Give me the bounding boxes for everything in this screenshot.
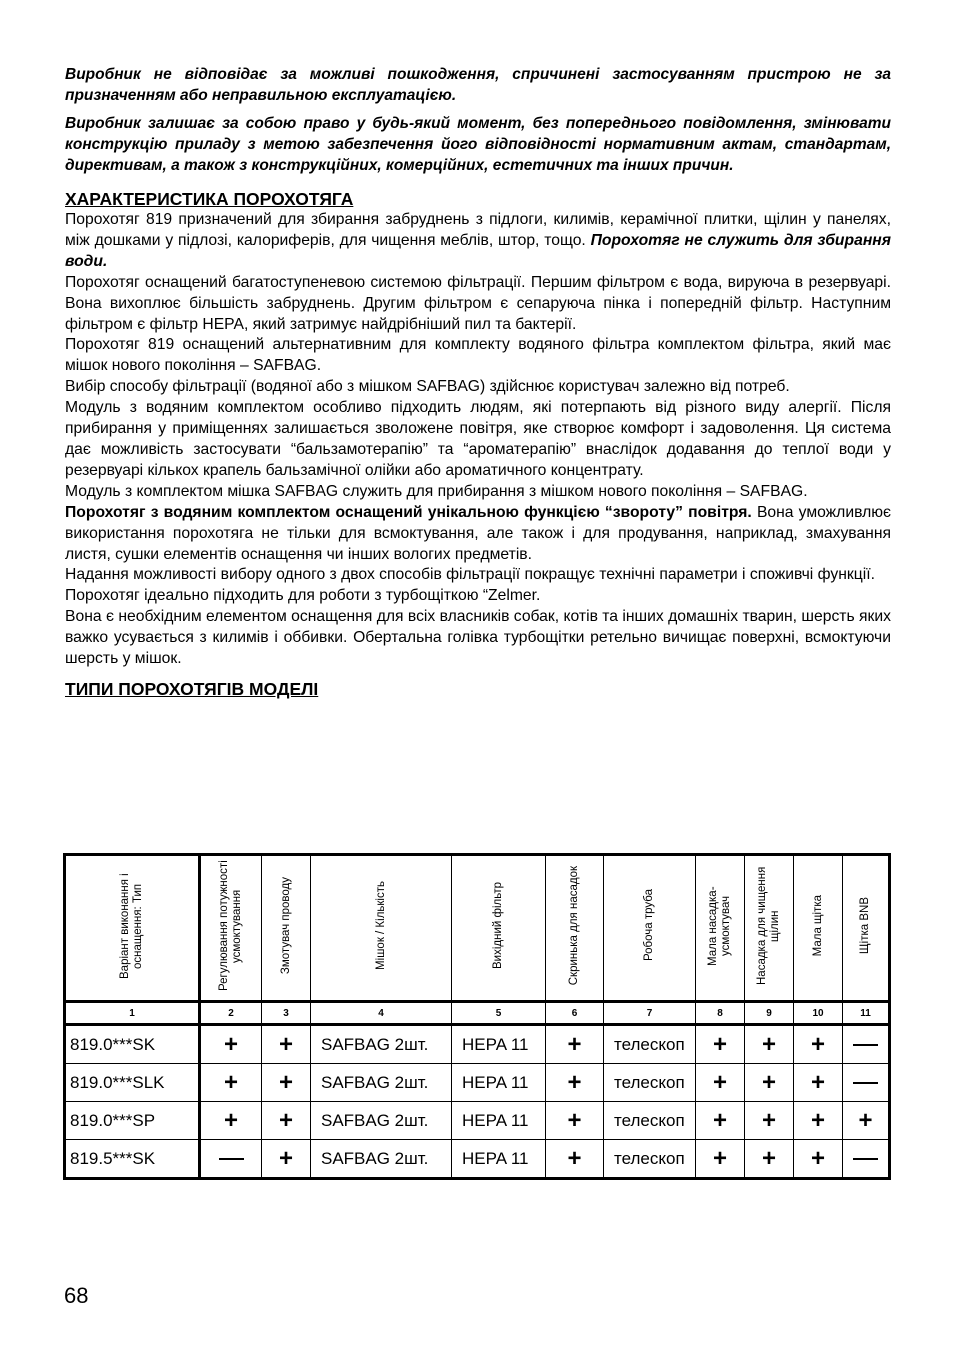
table-cell bbox=[546, 1025, 604, 1064]
header-power: Регулювання потужності усмоктування bbox=[218, 860, 243, 991]
table-cell bbox=[745, 1102, 794, 1140]
plus-mark: + bbox=[810, 1144, 825, 1172]
plus-mark: + bbox=[761, 1068, 776, 1096]
plus-mark: + bbox=[712, 1106, 727, 1134]
table-cell bbox=[262, 1064, 311, 1102]
table-cell bbox=[745, 1025, 794, 1064]
header-cell bbox=[262, 855, 311, 1002]
header-cell bbox=[200, 855, 262, 1002]
table-cell bbox=[843, 1025, 890, 1064]
plus-mark: + bbox=[278, 1106, 293, 1134]
page-content bbox=[65, 64, 891, 700]
section-title-characteristics: ХАРАКТЕРИСТИКА ПОРОХОТЯГА bbox=[65, 189, 354, 209]
table-cell: SAFBAG 2шт. bbox=[311, 1140, 452, 1179]
table-cell bbox=[696, 1140, 745, 1179]
table-cell: телескоп bbox=[604, 1102, 696, 1140]
models-table bbox=[63, 853, 891, 1180]
paragraph-alternative: Порохотяг 819 оснащений альтернативним для комплекту водяного фільтра комплектом фільтра, який має мішок нового покоління – SAFBAG. bbox=[65, 336, 891, 375]
no-water-notice: Порохотяг не служить для збирання води. bbox=[65, 231, 892, 270]
header-type: Варіант виконання і оснащення: Тип bbox=[119, 872, 144, 979]
header-cell bbox=[65, 855, 200, 1002]
table-cell bbox=[200, 1140, 262, 1179]
table-cell: 819.0***SLK bbox=[65, 1064, 200, 1102]
header-cell bbox=[745, 855, 794, 1002]
plus-mark: + bbox=[278, 1068, 293, 1096]
table-cell bbox=[843, 1140, 890, 1179]
warning-liability: Виробник не відповідає за можливі пошкодження, спричинені застосуванням пристрою не за призначенням або неправильною експлуатацією. bbox=[65, 66, 891, 104]
plus-mark: + bbox=[810, 1106, 825, 1134]
header-cell bbox=[546, 855, 604, 1002]
header-cell bbox=[311, 855, 452, 1002]
header-small-nozzle: Мала насадка-усмоктувач bbox=[707, 885, 732, 966]
table-cell: HEPA 11 bbox=[452, 1025, 546, 1064]
table-cell: HEPA 11 bbox=[452, 1102, 546, 1140]
header-cell bbox=[604, 855, 696, 1002]
table-cell bbox=[843, 1064, 890, 1102]
table-cell bbox=[262, 1140, 311, 1179]
table-cell bbox=[745, 1140, 794, 1179]
header-small-brush: Мала щітка bbox=[811, 894, 824, 957]
table-number-row bbox=[65, 1002, 890, 1025]
table-cell bbox=[745, 1064, 794, 1102]
table-cell bbox=[843, 1102, 890, 1140]
table-cell: 819.0***SP bbox=[65, 1102, 200, 1140]
header-filter: Вихідний фільтр bbox=[492, 882, 504, 969]
table-cell: телескоп bbox=[604, 1064, 696, 1102]
column-number: 6 bbox=[546, 1002, 604, 1025]
table-cell: 819.5***SK bbox=[65, 1140, 200, 1179]
header-box: Скринька для насадок bbox=[568, 865, 580, 986]
table-cell: HEPA 11 bbox=[452, 1140, 546, 1179]
plus-mark: + bbox=[567, 1068, 582, 1096]
paragraph-water-module: Модуль з водяним комплектом особливо підходить людям, які потерпають від різного виду алергії. Після прибирання у приміщеннях залишається зволожене повітря, яке створює комфорт і задоволення. Ця система дає можливість застосувати “бальзамотерапію” та “ароматерапію” внаслідок додавання до теплої води у резервуарі кількох крапель бальзамічної олійки або ароматичного концентрату. bbox=[65, 399, 891, 479]
table-cell bbox=[262, 1102, 311, 1140]
plus-mark: + bbox=[223, 1068, 238, 1096]
column-number: 2 bbox=[200, 1002, 262, 1025]
plus-mark: + bbox=[810, 1068, 825, 1096]
table-cell bbox=[200, 1102, 262, 1140]
column-number: 4 bbox=[311, 1002, 452, 1025]
plus-mark: + bbox=[761, 1030, 776, 1058]
table-cell bbox=[794, 1064, 843, 1102]
header-bnb-brush: Щітка BNB bbox=[859, 896, 871, 955]
dash-mark bbox=[853, 1044, 878, 1046]
header-cell bbox=[794, 855, 843, 1002]
table-cell bbox=[546, 1102, 604, 1140]
table-cell: SAFBAG 2шт. bbox=[311, 1064, 452, 1102]
table-cell: SAFBAG 2шт. bbox=[311, 1102, 452, 1140]
table-cell bbox=[794, 1025, 843, 1064]
dash-mark bbox=[219, 1158, 244, 1160]
table-cell: 819.0***SK bbox=[65, 1025, 200, 1064]
section-title-types: ТИПИ ПОРОХОТЯГІВ МОДЕЛІ bbox=[65, 678, 319, 699]
paragraph-filtration: Порохотяг оснащений багатоступеневою системою фільтрації. Першим фільтром є вода, вируюча в резервуарі. Вона вихоплює більшість забруднень. Другим фільтром є сепаруюча пінка і попередній фільтр. Наступним фільтром є фільтр HEPA, який затримує найдрібніший пил та бактерії. bbox=[65, 273, 891, 333]
table-cell bbox=[794, 1140, 843, 1179]
plus-mark: + bbox=[810, 1030, 825, 1058]
header-crevice-nozzle: Насадка для чищення щілин bbox=[756, 866, 781, 985]
table-cell bbox=[200, 1064, 262, 1102]
column-number: 7 bbox=[604, 1002, 696, 1025]
paragraph-purpose-text: Порохотяг 819 призначений для збирання забруднень з підлоги, килимів, керамічної плитки, щілин у панелях, між дошками у підлозі, калориферів, для чищення меблів, штор, тощо. bbox=[65, 211, 891, 249]
plus-mark: + bbox=[712, 1030, 727, 1058]
column-number: 1 bbox=[65, 1002, 200, 1025]
warning-changes: Виробник залишає за собою право у будь-який момент, без попереднього повідомлення, змінювати конструкцію приладу з метою забезпечення його відповідності нормативним актам, стандартам, директивам, а також з конструкційних, комерційних, естетичних та інших причин. bbox=[65, 115, 891, 174]
plus-mark: + bbox=[567, 1030, 582, 1058]
table-body bbox=[65, 1025, 890, 1179]
header-cell bbox=[452, 855, 546, 1002]
page-number: 68 bbox=[64, 1283, 89, 1308]
table-cell bbox=[696, 1064, 745, 1102]
table-cell bbox=[546, 1064, 604, 1102]
table-row bbox=[65, 1140, 890, 1179]
paragraph-turbobrush: Порохотяг ідеально підходить для роботи з турбощіткою “Zelmer. bbox=[65, 587, 541, 605]
column-number: 10 bbox=[794, 1002, 843, 1025]
plus-mark: + bbox=[761, 1144, 776, 1172]
reverse-air-text: Вона уможливлює використання порохотяга не тільки для всмоктування, але також і для продування, наприклад, змахування листя, сушки елементів оснащення чи інших вологих предметів. bbox=[65, 503, 891, 563]
paragraph-purpose bbox=[65, 210, 891, 273]
paragraph-reverse-air bbox=[65, 503, 891, 566]
dash-mark bbox=[853, 1082, 878, 1084]
table-cell bbox=[696, 1102, 745, 1140]
paragraph-safbag-module: Модуль з комплектом мішка SAFBAG служить для прибирання з мішком нового покоління – SAFBAG. bbox=[65, 482, 808, 500]
reverse-air-bold: Порохотяг з водяним комплектом оснащений унікальною функцією “звороту” повітря. bbox=[65, 503, 752, 521]
dash-mark bbox=[853, 1158, 878, 1160]
column-number: 3 bbox=[262, 1002, 311, 1025]
plus-mark: + bbox=[278, 1144, 293, 1172]
header-cell bbox=[696, 855, 745, 1002]
table-row bbox=[65, 1025, 890, 1064]
plus-mark: + bbox=[567, 1106, 582, 1134]
column-number: 11 bbox=[843, 1002, 890, 1025]
paragraph-improvement: Надання можливості вибору одного з двох способів фільтрації покращує технічні параметри і споживчі функції. bbox=[65, 566, 875, 584]
table-cell: телескоп bbox=[604, 1025, 696, 1064]
table-cell bbox=[546, 1140, 604, 1179]
table-cell bbox=[200, 1025, 262, 1064]
plus-mark: + bbox=[223, 1030, 238, 1058]
table-cell: HEPA 11 bbox=[452, 1064, 546, 1102]
table-header-row bbox=[65, 855, 890, 1002]
table-cell: SAFBAG 2шт. bbox=[311, 1025, 452, 1064]
plus-mark: + bbox=[761, 1106, 776, 1134]
plus-mark: + bbox=[858, 1106, 873, 1134]
header-tube: Робоча труба bbox=[643, 889, 655, 962]
column-number: 8 bbox=[696, 1002, 745, 1025]
plus-mark: + bbox=[223, 1106, 238, 1134]
paragraph-pets: Вона є необхідним елементом оснащення для всіх власників собак, котів та інших домашніх тварин, шерсть яких важко усувається з килимів і оббивки. Обертальна голівка турбощітки ретельно вичищає поверхні, всмоктуючи шерсть у мішок. bbox=[65, 608, 891, 668]
table-cell bbox=[794, 1102, 843, 1140]
header-bag: Мішок / Кількість bbox=[374, 881, 387, 970]
table-cell: телескоп bbox=[604, 1140, 696, 1179]
plus-mark: + bbox=[712, 1068, 727, 1096]
table-row bbox=[65, 1102, 890, 1140]
plus-mark: + bbox=[567, 1144, 582, 1172]
column-number: 5 bbox=[452, 1002, 546, 1025]
plus-mark: + bbox=[278, 1030, 293, 1058]
header-cord: Змотувач проводу bbox=[279, 876, 292, 975]
table-cell bbox=[262, 1025, 311, 1064]
table-row bbox=[65, 1064, 890, 1102]
table-cell bbox=[696, 1025, 745, 1064]
plus-mark: + bbox=[712, 1144, 727, 1172]
column-number: 9 bbox=[745, 1002, 794, 1025]
paragraph-choice: Вибір способу фільтрації (водяної або з мішком SAFBAG) здійснює користувач залежно від потреб. bbox=[65, 378, 790, 396]
header-cell bbox=[843, 855, 890, 1002]
